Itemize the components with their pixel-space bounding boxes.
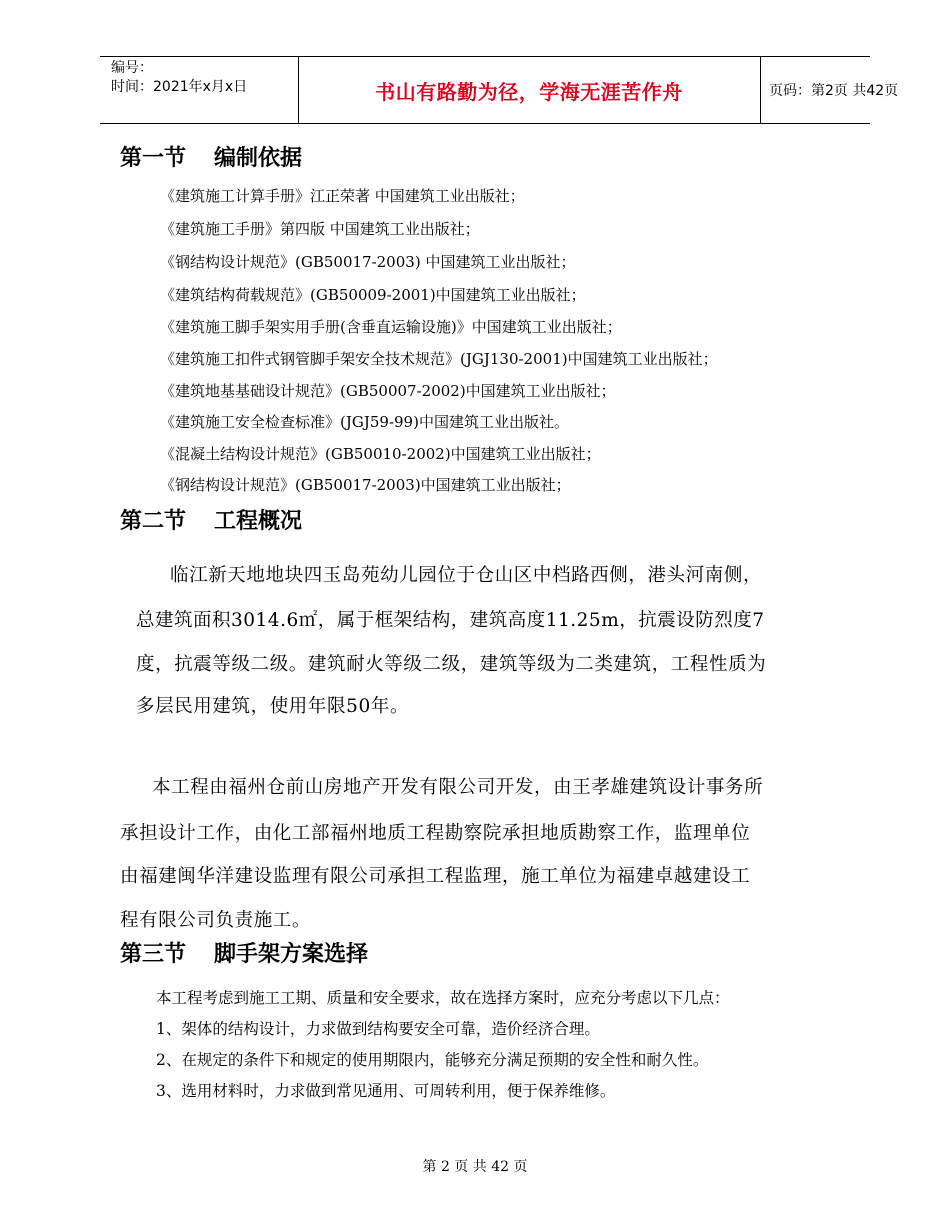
scheme-item: 2、在规定的条件下和规定的使用期限内，能够充分满足预期的安全性和耐久性。 bbox=[156, 1051, 709, 1069]
section-heading-2 bbox=[120, 508, 302, 536]
page-header bbox=[100, 56, 899, 124]
header-motto: 书山有路勤为径，学海无涯苦作舟 bbox=[375, 79, 683, 104]
reference-item: 《建筑结构荷载规范》(GB50009-2001)中国建筑工业出版社； bbox=[160, 286, 586, 304]
page-footer: 第 2 页 共 42 页 bbox=[422, 1159, 528, 1175]
header-page-number: 页码：第2页 共42页 bbox=[769, 83, 899, 99]
scheme-intro: 本工程考虑到施工工期、质量和安全要求，故在选择方案时，应充分考虑以下几点： bbox=[156, 989, 730, 1007]
section-heading-1 bbox=[120, 145, 302, 173]
scheme-item: 3、选用材料时，力求做到常见通用、可周转利用，便于保养维修。 bbox=[156, 1082, 616, 1100]
header-meta-cell bbox=[100, 57, 299, 123]
reference-item: 《钢结构设计规范》(GB50017-2003)中国建筑工业出版社； bbox=[160, 476, 571, 494]
overview-line: 由福建闽华洋建设监理有限公司承担工程监理，施工单位为福建卓越建设工 bbox=[120, 866, 751, 887]
reference-item: 《建筑施工脚手架实用手册(含垂直运输设施)》中国建筑工业出版社； bbox=[160, 318, 622, 336]
section-heading-3 bbox=[120, 941, 368, 969]
document-number-label: 编号： bbox=[111, 60, 153, 76]
overview-line: 多层民用建筑，使用年限50年。 bbox=[136, 696, 410, 717]
overview-line: 本工程由福州仓前山房地产开发有限公司开发，由王孝雄建筑设计事务所 bbox=[152, 777, 764, 798]
overview-line: 临江新天地地块四玉岛苑幼儿园位于仓山区中档路西侧，港头河南侧， bbox=[170, 565, 763, 586]
reference-item: 《混凝土结构设计规范》(GB50010-2002)中国建筑工业出版社； bbox=[160, 445, 601, 463]
reference-item: 《建筑施工计算手册》江正荣著 中国建筑工业出版社； bbox=[160, 187, 525, 205]
reference-item: 《建筑施工扣件式钢管脚手架安全技术规范》(JGJ130-2001)中国建筑工业出版社； bbox=[160, 350, 718, 368]
reference-item: 《建筑地基基础设计规范》(GB50007-2002)中国建筑工业出版社； bbox=[160, 382, 616, 400]
reference-item: 《钢结构设计规范》(GB50017-2003) 中国建筑工业出版社； bbox=[160, 253, 576, 271]
overview-line: 承担设计工作，由化工部福州地质工程勘察院承担地质勘察工作，监理单位 bbox=[120, 823, 751, 844]
overview-line: 程有限公司负责施工。 bbox=[120, 910, 312, 931]
section-number: 第二节 bbox=[120, 509, 187, 534]
section-number: 第三节 bbox=[120, 942, 187, 967]
section-title: 编制依据 bbox=[214, 146, 303, 171]
reference-item: 《建筑施工手册》第四版 中国建筑工业出版社； bbox=[160, 220, 480, 238]
section-title: 脚手架方案选择 bbox=[214, 942, 369, 967]
overview-line: 度，抗震等级二级。建筑耐火等级二级，建筑等级为二类建筑，工程性质为 bbox=[136, 654, 767, 675]
section-number: 第一节 bbox=[120, 146, 187, 171]
section-title: 工程概况 bbox=[214, 509, 303, 534]
document-time-label: 时间：2021年x月x日 bbox=[111, 79, 248, 95]
overview-line: 总建筑面积3014.6㎡，属于框架结构，建筑高度11.25m，抗震设防烈度7 bbox=[136, 610, 765, 631]
header-motto-cell bbox=[298, 57, 761, 123]
scheme-item: 1、架体的结构设计，力求做到结构要安全可靠，造价经济合理。 bbox=[156, 1020, 600, 1038]
reference-item: 《建筑施工安全检查标准》(JGJ59-99)中国建筑工业出版社。 bbox=[160, 413, 569, 431]
header-page-cell bbox=[760, 57, 899, 123]
